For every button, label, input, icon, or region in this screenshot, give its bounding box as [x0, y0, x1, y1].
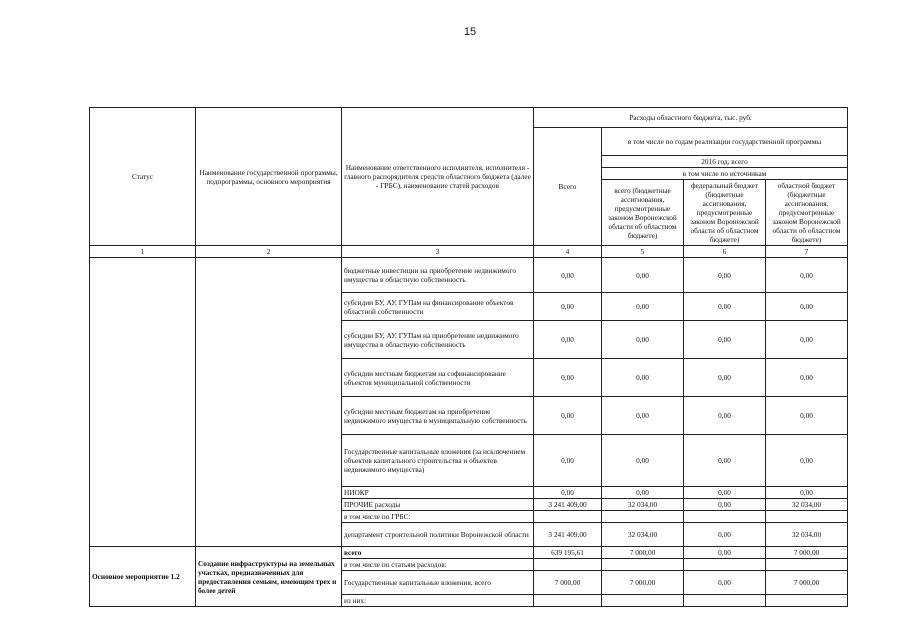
row-total: 3 241 409,00 — [534, 523, 602, 547]
row-name: субсидии местным бюджетам на софинансирование объектов муниципальной собственности — [342, 359, 534, 397]
row-name: Государственные капитальные вложения (за исключением объектов капитального строительства и объектов недвижимого имущества) — [342, 435, 534, 487]
row-total: 0,00 — [534, 359, 602, 397]
row-2016-total: 0,00 — [602, 397, 684, 435]
row-total: 639 195,61 — [534, 547, 602, 559]
row-name: департамент строительной политики Воронежской области — [342, 523, 534, 547]
row-name: всего — [342, 547, 534, 559]
row-regional: 0,00 — [766, 359, 848, 397]
column-number: 3 — [342, 246, 534, 258]
row-name: субсидии БУ, АУ, ГУПам на приобретение недвижимого имущества в областную собственность — [342, 321, 534, 359]
row-regional — [766, 595, 848, 607]
row-total — [534, 559, 602, 571]
column-number: 4 — [534, 246, 602, 258]
row-2016-total: 32 034,00 — [602, 499, 684, 511]
row-2016-total: 0,00 — [602, 321, 684, 359]
row-regional: 0,00 — [766, 293, 848, 321]
row-total — [534, 511, 602, 523]
row-2016-total: 0,00 — [602, 359, 684, 397]
header-status: Статус — [90, 108, 196, 246]
row-total: 7 000,00 — [534, 571, 602, 595]
row-federal: 0,00 — [684, 499, 766, 511]
row-regional: 7 000,00 — [766, 547, 848, 559]
row-2016-total: 0,00 — [602, 258, 684, 293]
row-2016-total: 0,00 — [602, 435, 684, 487]
row-total — [534, 595, 602, 607]
row-name: НИОКР — [342, 487, 534, 499]
row-federal: 0,00 — [684, 547, 766, 559]
row-total: 0,00 — [534, 321, 602, 359]
row-regional: 7 000,00 — [766, 571, 848, 595]
row-federal — [684, 511, 766, 523]
header-col7-desc: областной бюджет (бюджетные ассигнования, предусмотренные законом Воронежской области об областном бюджете) — [766, 180, 848, 246]
row-name: ПРОЧИЕ расходы — [342, 499, 534, 511]
row-regional: 0,00 — [766, 397, 848, 435]
column-number: 1 — [90, 246, 196, 258]
program-cell-empty — [196, 258, 342, 547]
row-federal: 0,00 — [684, 571, 766, 595]
header-total: Всего — [534, 128, 602, 246]
column-number: 6 — [684, 246, 766, 258]
row-2016-total: 7 000,00 — [602, 571, 684, 595]
row-2016-total: 7 000,00 — [602, 547, 684, 559]
table-row — [90, 258, 848, 293]
row-federal — [684, 595, 766, 607]
row-federal: 0,00 — [684, 293, 766, 321]
row-total: 3 241 409,00 — [534, 499, 602, 511]
header-year-2016: 2016 год, всего — [602, 156, 848, 168]
column-number: 5 — [602, 246, 684, 258]
status-cell-empty — [90, 258, 196, 547]
row-regional: 0,00 — [766, 258, 848, 293]
row-name: субсидии местным бюджетам на приобретение недвижимого имущества в муниципальную собственность — [342, 397, 534, 435]
row-total: 0,00 — [534, 397, 602, 435]
header-by-sources: в том числе по источникам — [602, 168, 848, 180]
row-federal: 0,00 — [684, 258, 766, 293]
row-total: 0,00 — [534, 293, 602, 321]
column-number: 2 — [196, 246, 342, 258]
column-numbers-row — [90, 246, 848, 258]
header-program-name: Наименование государственной программы, подпрограммы, основного мероприятия — [196, 108, 342, 246]
row-2016-total — [602, 595, 684, 607]
row-regional: 0,00 — [766, 321, 848, 359]
row-2016-total — [602, 511, 684, 523]
row-federal: 0,00 — [684, 487, 766, 499]
measure-status: Основное мероприятие 1.2 — [90, 547, 196, 607]
row-total: 0,00 — [534, 435, 602, 487]
row-federal: 0,00 — [684, 321, 766, 359]
row-2016-total: 0,00 — [602, 293, 684, 321]
row-name: субсидии БУ, АУ, ГУПам на финансирование объектов областной собственности — [342, 293, 534, 321]
row-2016-total — [602, 559, 684, 571]
row-federal — [684, 559, 766, 571]
row-total: 0,00 — [534, 258, 602, 293]
row-regional — [766, 559, 848, 571]
row-name: бюджетные инвестиции на приобретение недвижимого имущества в областную собственность — [342, 258, 534, 293]
row-regional: 0,00 — [766, 435, 848, 487]
row-regional: 0,00 — [766, 487, 848, 499]
row-regional: 32 034,00 — [766, 499, 848, 511]
budget-table — [89, 107, 848, 607]
row-name: Государственные капитальные вложения, всего — [342, 571, 534, 595]
header-expenses: Расходы областного бюджета, тыс. руб. — [534, 108, 848, 128]
row-name: в том числе по ГРБС: — [342, 511, 534, 523]
row-federal: 0,00 — [684, 523, 766, 547]
row-regional — [766, 511, 848, 523]
row-name: в том числе по статьям расходов: — [342, 559, 534, 571]
header-col6-desc: федеральный бюджет (бюджетные ассигнования, предусмотренные законом Воронежской области об областном бюджете) — [684, 180, 766, 246]
page-number: 15 — [463, 26, 477, 38]
row-federal: 0,00 — [684, 397, 766, 435]
row-2016-total: 32 034,00 — [602, 523, 684, 547]
row-regional: 32 034,00 — [766, 523, 848, 547]
row-federal: 0,00 — [684, 359, 766, 397]
table-row — [90, 547, 848, 559]
measure-title: Создание инфраструктуры на земельных участках, предназначенных для предоставления семьям, имеющим трех и более детей — [196, 547, 342, 607]
column-number: 7 — [766, 246, 848, 258]
row-2016-total: 0,00 — [602, 487, 684, 499]
header-col5-desc: всего (бюджетные ассигнования, предусмотренные законом Воронежской области об областном бюджете) — [602, 180, 684, 246]
header-executor: Наименование ответственного исполнителя, исполнителя - главного распорядителя средств областного бюджета (далее - ГРБС), наименование статей расходов — [342, 108, 534, 246]
row-name: из них: — [342, 595, 534, 607]
header-by-years: в том числе по годам реализации государственной программы — [602, 128, 848, 156]
row-total: 0,00 — [534, 487, 602, 499]
row-federal: 0,00 — [684, 435, 766, 487]
